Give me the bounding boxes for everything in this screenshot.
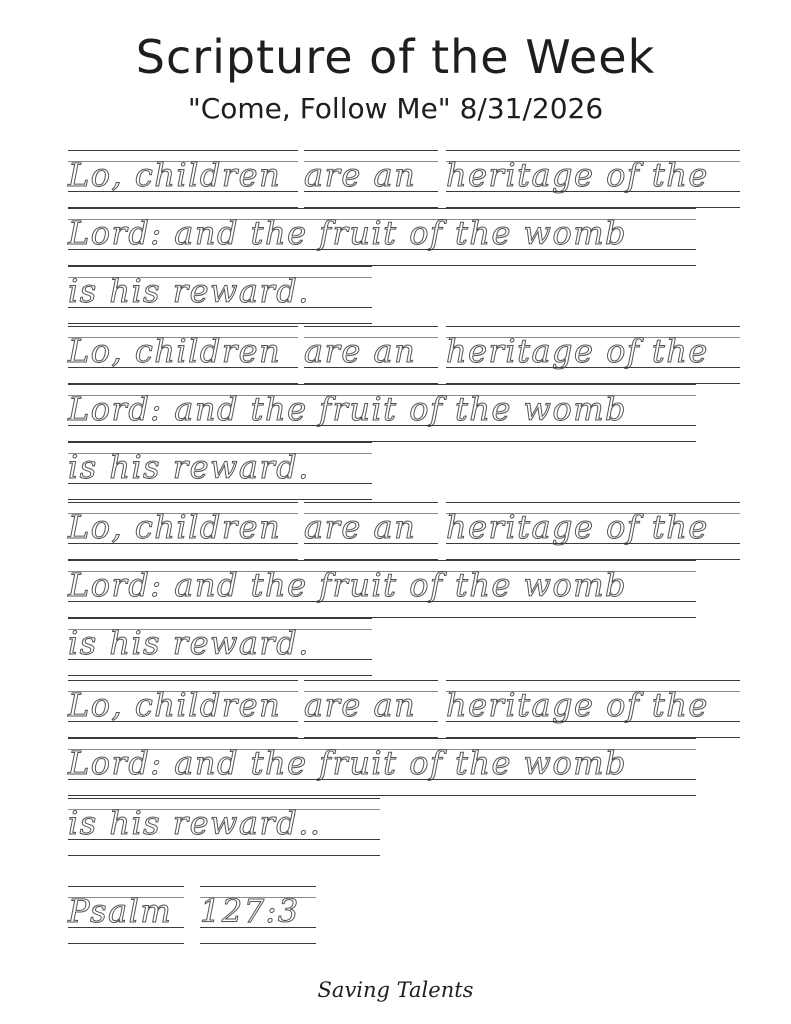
tracing-row [68,326,740,384]
traced-text: Lo, children [68,156,282,194]
tracing-row [68,560,696,618]
traced-text: Lo, children [68,508,282,546]
tracing-segment [200,886,316,944]
traced-text: are an [304,508,417,546]
tracing-segment [304,326,438,384]
tracing-segment [446,150,740,208]
reference-book: Psalm [68,892,173,930]
tracing-segment [446,326,740,384]
traced-text: heritage of the [446,332,709,370]
page-title: Scripture of the Week [135,30,656,84]
tracing-segment [68,150,298,208]
traced-text: is his reward. [68,624,310,662]
tracing-row [68,442,372,500]
tracing-segment [446,502,740,560]
tracing-segment [68,266,372,324]
traced-text: heritage of the [446,156,709,194]
tracing-segment [68,326,298,384]
tracing-row [68,618,372,676]
traced-text: is his reward.. [68,804,322,842]
tracing-row [68,208,696,266]
tracing-segment [68,886,184,944]
tracing-row [68,502,740,560]
traced-text: heritage of the [446,686,709,724]
tracing-segment [68,384,696,442]
traced-text: is his reward. [68,448,310,486]
traced-text: Lord: and the fruit of the womb [68,390,628,428]
traced-text: Lo, children [68,686,282,724]
traced-text: heritage of the [446,508,709,546]
brand-footer: Saving Talents [317,978,474,1002]
tracing-row [68,738,696,796]
traced-text: are an [304,686,417,724]
traced-text: are an [304,156,417,194]
tracing-segment [68,680,298,738]
tracing-segment [68,502,298,560]
tracing-row [68,266,372,324]
tracing-segment [68,618,372,676]
traced-text: Lord: and the fruit of the womb [68,566,628,604]
traced-text: is his reward. [68,272,310,310]
tracing-segment [68,560,696,618]
tracing-segment [304,680,438,738]
traced-text: Lord: and the fruit of the womb [68,214,628,252]
tracing-segment [68,798,380,856]
traced-text: Lord: and the fruit of the womb [68,744,628,782]
page-subtitle: "Come, Follow Me" 8/31/2026 [187,92,604,125]
tracing-segment [68,738,696,796]
tracing-row [68,384,696,442]
tracing-row [68,150,740,208]
tracing-segment [68,442,372,500]
reference-verse: 127:3 [200,892,300,930]
traced-text: Lo, children [68,332,282,370]
tracing-segment [304,150,438,208]
reference-row [68,886,316,944]
tracing-row [68,798,380,856]
tracing-segment [68,208,696,266]
tracing-row [68,680,740,738]
traced-text: are an [304,332,417,370]
tracing-segment [446,680,740,738]
tracing-segment [304,502,438,560]
